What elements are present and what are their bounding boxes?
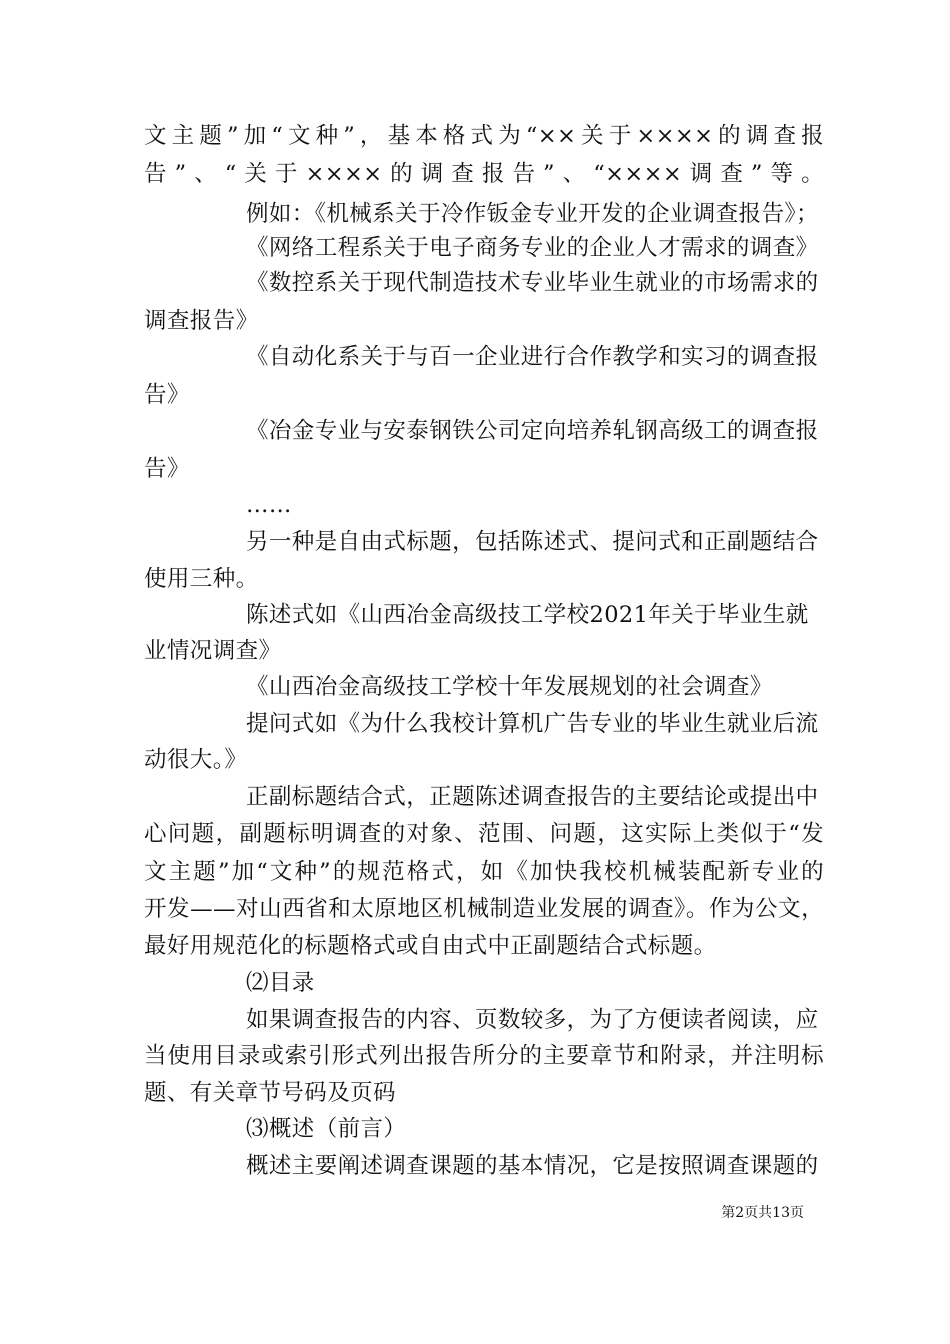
text-line: 《网络工程系关于电子商务专业的企业人才需求的调查》 [246,235,819,261]
text-line: 调查报告》 [144,308,259,334]
text-line: 陈述式如《山西冶金高级技工学校2021年关于毕业生就 [246,602,809,628]
text-line: 文主题”加“文种”，基本格式为“××关于××××的调查报 [144,123,824,149]
text-line: 正副标题结合式，正题陈述调查报告的主要结论或提出中 [246,784,819,810]
section-heading: ⑶概述（前言） [246,1116,407,1142]
text-line: 开发——对山西省和太原地区机械制造业发展的调查》。作为公文， [144,896,824,922]
text-line: 《自动化系关于与百一企业进行合作教学和实习的调查报 [246,344,819,370]
text-line: 如果调查报告的内容、页数较多，为了方便读者阅读，应 [246,1007,819,1033]
text-line: 题、有关章节号码及页码 [144,1080,396,1106]
text-line: 使用三种。 [144,566,259,592]
text-line: …… [246,492,292,518]
page-number-footer: 第2页共13页 [721,1205,804,1221]
text-line: 业情况调查》 [144,638,282,664]
text-line: 概述主要阐述调查课题的基本情况，它是按照调查课题的 [246,1153,819,1179]
text-line: 告”、“关于××××的调查报告”、“××××调查”等。 [144,161,824,187]
text-line: 最好用规范化的标题格式或自由式中正副题结合式标题。 [144,933,717,959]
text-line: 当使用目录或索引形式列出报告所分的主要章节和附录，并注明标 [144,1043,824,1069]
text-line: 另一种是自由式标题，包括陈述式、提问式和正副题结合 [246,529,819,555]
text-line: 提问式如《为什么我校计算机广告专业的毕业生就业后流 [246,711,819,737]
text-line: 告》 [144,456,190,482]
text-line: 《冶金专业与安泰钢铁公司定向培养轧钢高级工的调查报 [246,418,819,444]
text-line: 文主题”加“文种”的规范格式，如《加快我校机械装配新专业的 [144,859,824,885]
text-line: 告》 [144,382,190,408]
text-line: 例如：《机械系关于冷作钣金专业开发的企业调查报告》； [246,201,819,227]
text-line: 《数控系关于现代制造技术专业毕业生就业的市场需求的 [246,270,819,296]
text-line: 心问题，副题标明调查的对象、范围、问题，这实际上类似于“发 [144,821,824,847]
text-line: 《山西冶金高级技工学校十年发展规划的社会调查》 [246,674,773,700]
text-line: 动很大。》 [144,747,248,773]
section-heading: ⑵目录 [246,970,315,996]
